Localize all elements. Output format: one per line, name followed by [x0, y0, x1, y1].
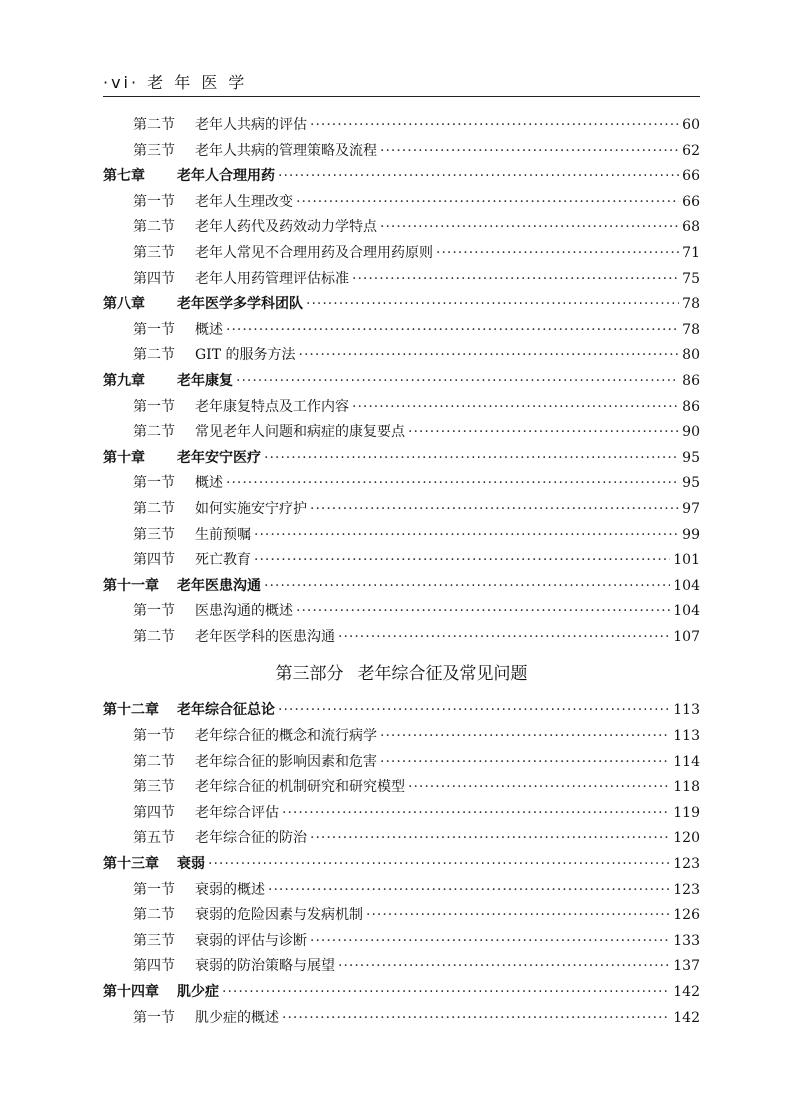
- page-number: 142: [673, 984, 700, 1000]
- section-title: 老年人共病的评估: [195, 117, 307, 133]
- toc-section-entry[interactable]: [103, 826, 700, 852]
- running-head: [103, 70, 700, 97]
- toc-chapter-entry[interactable]: [103, 292, 700, 318]
- part-heading: [103, 650, 700, 698]
- toc-chapter-entry[interactable]: [103, 698, 700, 724]
- toc-section-entry[interactable]: [103, 801, 700, 827]
- section-number: 第三节: [133, 526, 175, 543]
- section-number: 第一节: [133, 193, 175, 210]
- toc-section-entry[interactable]: [103, 318, 700, 344]
- section-title: 概述: [195, 321, 223, 338]
- section-title: 老年人生理改变: [195, 193, 293, 210]
- dot-leader: [310, 826, 670, 852]
- dot-leader: [296, 599, 670, 625]
- page-number: 68: [682, 219, 700, 236]
- dot-leader: [352, 395, 679, 421]
- chapter-title: 衰弱: [177, 856, 205, 873]
- toc-section-entry[interactable]: [103, 1006, 700, 1032]
- dot-leader: [278, 698, 670, 724]
- chapter-number: 第十三章: [103, 856, 159, 873]
- page-number: 71: [682, 244, 700, 261]
- chapter-number: 第八章: [103, 296, 145, 313]
- page-number: 86: [682, 398, 700, 415]
- section-title: 老年康复特点及工作内容: [195, 398, 349, 415]
- section-title: 老年综合征的影响因素和危害: [195, 753, 377, 770]
- page-number: 137: [673, 958, 700, 975]
- toc-section-entry[interactable]: [103, 750, 700, 776]
- dot-leader: [226, 471, 679, 497]
- section-number: 第四节: [133, 270, 175, 287]
- dot-leader: [408, 420, 679, 446]
- page-number: 113: [673, 728, 700, 745]
- toc-section-entry[interactable]: [103, 139, 700, 165]
- toc-chapter-entry[interactable]: [103, 369, 700, 395]
- dot-leader: [296, 190, 679, 216]
- page-number: 101: [673, 552, 700, 569]
- dot-leader: [338, 625, 670, 651]
- chapter-number: 第十章: [103, 449, 145, 466]
- section-title: 老年综合征的防治: [195, 830, 307, 847]
- dot-leader: [306, 292, 679, 318]
- section-title: 老年人用药管理评估标准: [195, 270, 349, 287]
- section-number: 第一节: [133, 475, 175, 492]
- dot-leader: [408, 775, 670, 801]
- dot-leader: [282, 1006, 670, 1032]
- dot-leader: [282, 801, 670, 827]
- dot-leader: [254, 523, 679, 549]
- section-number: 第四节: [133, 552, 175, 569]
- section-title: 衰弱的危险因素与发病机制: [195, 907, 363, 924]
- page-number: 113: [673, 702, 700, 719]
- page-number: 104: [673, 577, 700, 594]
- section-number: 第三节: [133, 932, 175, 949]
- toc-section-entry[interactable]: [103, 724, 700, 750]
- toc-section-entry[interactable]: [103, 599, 700, 625]
- dot-leader: [236, 369, 679, 395]
- section-number: 第二节: [133, 628, 175, 645]
- section-number: 第一节: [133, 1009, 175, 1026]
- toc-chapter-entry[interactable]: [103, 446, 700, 472]
- part-title: 老年综合征及常见问题: [357, 664, 528, 685]
- dot-leader: [254, 548, 670, 574]
- section-number: 第四节: [133, 958, 175, 975]
- page-number: 90: [682, 424, 700, 441]
- section-title: GIT 的服务方法: [195, 347, 296, 364]
- toc-section-entry[interactable]: [103, 267, 700, 293]
- section-number: 第一节: [133, 728, 175, 745]
- dot-leader: [310, 113, 679, 139]
- toc-section-entry[interactable]: [103, 471, 700, 497]
- section-number: 第三节: [133, 779, 175, 796]
- chapter-number: 第十四章: [103, 984, 159, 1000]
- section-title: 概述: [195, 475, 223, 492]
- toc-section-entry[interactable]: [103, 113, 700, 139]
- section-title: 老年综合征的概念和流行病学: [195, 728, 377, 745]
- section-number: 第一节: [133, 398, 175, 415]
- toc-section-entry[interactable]: [103, 548, 700, 574]
- section-number: 第二节: [133, 347, 175, 364]
- toc-section-entry[interactable]: [103, 775, 700, 801]
- dot-leader: [264, 574, 670, 600]
- page-number: 66: [682, 168, 700, 185]
- toc-chapter-entry[interactable]: [103, 980, 700, 1006]
- section-number: 第一节: [133, 321, 175, 338]
- page-number: 114: [673, 753, 700, 770]
- page-number: 78: [682, 296, 700, 313]
- dot-leader: [380, 750, 670, 776]
- toc-chapter-entry[interactable]: [103, 164, 700, 190]
- page-number: 62: [682, 142, 700, 159]
- section-number: 第二节: [133, 500, 175, 517]
- page-number: 66: [682, 193, 700, 210]
- toc-section-entry[interactable]: [103, 420, 700, 446]
- toc-section-entry[interactable]: [103, 343, 700, 369]
- toc-section-entry[interactable]: [103, 929, 700, 955]
- section-title: 肌少症的概述: [195, 1009, 279, 1026]
- dot-leader: [299, 343, 680, 369]
- toc-section-entry[interactable]: [103, 395, 700, 421]
- part-number: 第三部分: [275, 664, 344, 685]
- dot-leader: [310, 929, 670, 955]
- dot-leader: [226, 318, 679, 344]
- toc-chapter-entry[interactable]: [103, 574, 700, 600]
- section-title: 老年医学科的医患沟通: [195, 628, 335, 645]
- section-title: 生前预嘱: [195, 526, 251, 543]
- section-title: 老年人常见不合理用药及合理用药原则: [195, 244, 433, 261]
- chapter-title: 老年医患沟通: [177, 577, 261, 594]
- page-number: 104: [673, 603, 700, 620]
- page-number: 97: [682, 500, 700, 517]
- page-number: 95: [682, 475, 700, 492]
- section-number: 第二节: [133, 117, 175, 133]
- section-number: 第一节: [133, 603, 175, 620]
- dot-leader: [380, 724, 670, 750]
- chapter-number: 第九章: [103, 372, 145, 389]
- section-title: 老年综合评估: [195, 804, 279, 821]
- dot-leader: [310, 497, 679, 523]
- section-title: 如何实施安宁疗护: [195, 500, 307, 517]
- dot-leader: [380, 139, 679, 165]
- section-title: 衰弱的防治策略与展望: [195, 958, 335, 975]
- chapter-number: 第七章: [103, 168, 145, 185]
- table-of-contents: [103, 113, 700, 1031]
- dot-leader: [436, 241, 679, 267]
- section-title: 医患沟通的概述: [195, 603, 293, 620]
- page-number: 123: [673, 881, 700, 898]
- toc-section-entry[interactable]: [103, 523, 700, 549]
- section-title: 死亡教育: [195, 552, 251, 569]
- page-number: 95: [682, 449, 700, 466]
- page-number: 86: [682, 372, 700, 389]
- chapter-title: 肌少症: [177, 984, 219, 1000]
- toc-section-entry[interactable]: [103, 497, 700, 523]
- page-number: 60: [682, 117, 700, 133]
- running-head-text: ·vi· 老 年 医 学: [103, 73, 248, 92]
- dot-leader: [366, 903, 670, 929]
- section-number: 第三节: [133, 244, 175, 261]
- toc-section-entry[interactable]: [103, 903, 700, 929]
- section-title: 老年人药代及药效动力学特点: [195, 219, 377, 236]
- dot-leader: [380, 215, 679, 241]
- page-number: 126: [673, 907, 700, 924]
- toc-section-entry[interactable]: [103, 241, 700, 267]
- chapter-title: 老年人合理用药: [177, 168, 275, 185]
- toc-chapter-entry[interactable]: [103, 852, 700, 878]
- section-number: 第二节: [133, 424, 175, 441]
- section-number: 第四节: [133, 804, 175, 821]
- page-number: 142: [673, 1009, 700, 1026]
- page-number: 133: [673, 932, 700, 949]
- dot-leader: [338, 954, 670, 980]
- page-number: 118: [673, 779, 700, 796]
- chapter-title: 老年康复: [177, 372, 233, 389]
- toc-section-entry[interactable]: [103, 954, 700, 980]
- chapter-title: 老年安宁医疗: [177, 449, 261, 466]
- chapter-title: 老年医学多学科团队: [177, 296, 303, 313]
- dot-leader: [264, 446, 679, 472]
- chapter-number: 第十一章: [103, 577, 159, 594]
- dot-leader: [268, 878, 670, 904]
- toc-section-entry[interactable]: [103, 878, 700, 904]
- dot-leader: [222, 980, 670, 1006]
- section-number: 第二节: [133, 219, 175, 236]
- section-number: 第二节: [133, 753, 175, 770]
- section-number: 第二节: [133, 907, 175, 924]
- section-number: 第一节: [133, 881, 175, 898]
- page-number: 120: [673, 830, 700, 847]
- dot-leader: [278, 164, 679, 190]
- section-title: 衰弱的评估与诊断: [195, 932, 307, 949]
- page-number: 107: [673, 628, 700, 645]
- section-title: 衰弱的概述: [195, 881, 265, 898]
- page-number: 75: [682, 270, 700, 287]
- page-number: 78: [682, 321, 700, 338]
- dot-leader: [352, 267, 679, 293]
- toc-section-entry[interactable]: [103, 215, 700, 241]
- page-number: 80: [682, 347, 700, 364]
- page-number: 123: [673, 856, 700, 873]
- section-title: 老年综合征的机制研究和研究模型: [195, 779, 405, 796]
- section-title: 老年人共病的管理策略及流程: [195, 142, 377, 159]
- dot-leader: [208, 852, 670, 878]
- toc-section-entry[interactable]: [103, 190, 700, 216]
- page-number: 99: [682, 526, 700, 543]
- section-number: 第三节: [133, 142, 175, 159]
- page-number: 119: [673, 804, 700, 821]
- chapter-title: 老年综合征总论: [177, 702, 275, 719]
- toc-section-entry[interactable]: [103, 625, 700, 651]
- section-number: 第五节: [133, 830, 175, 847]
- section-title: 常见老年人问题和病症的康复要点: [195, 424, 405, 441]
- chapter-number: 第十二章: [103, 702, 159, 719]
